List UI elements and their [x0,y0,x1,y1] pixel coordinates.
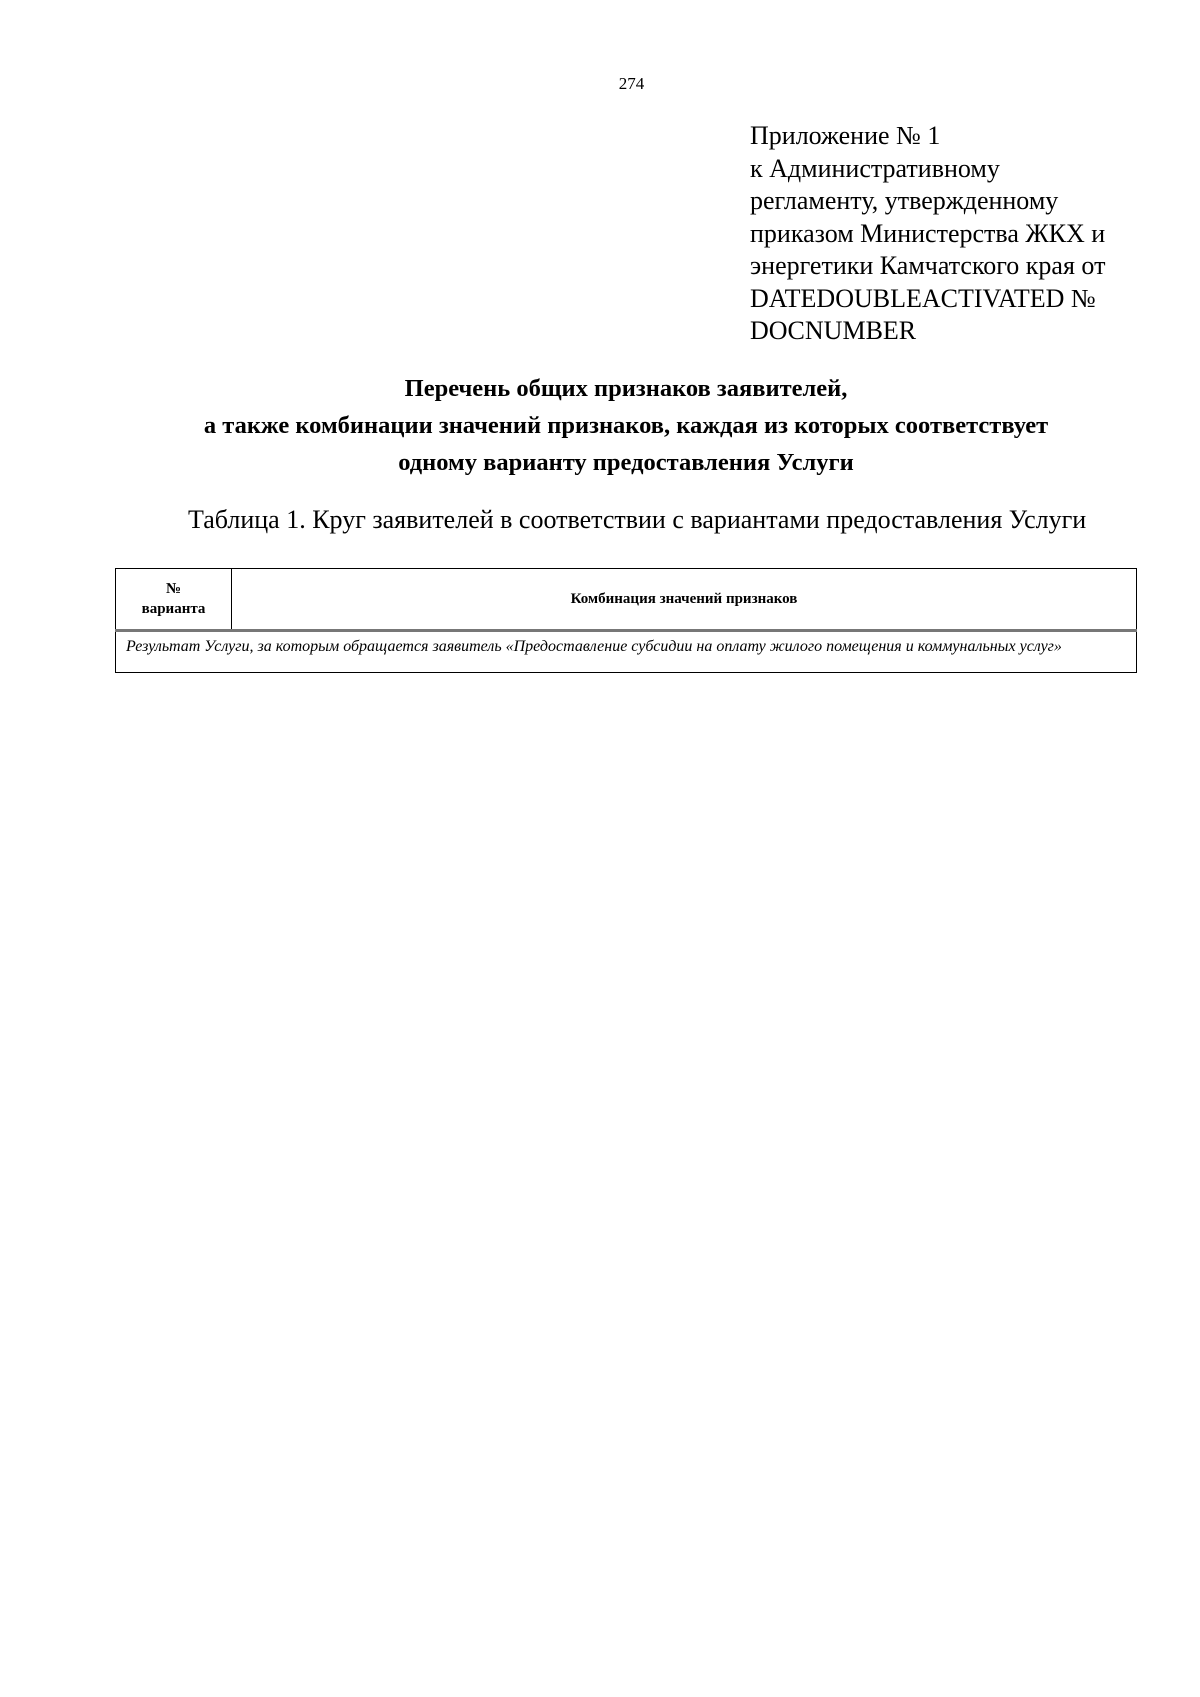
appendix-note [750,120,1105,348]
appendix-line: Приложение № 1 [750,121,941,150]
header-num-symbol: № [165,581,182,597]
appendix-line: энергетики Камчатского края от [750,251,1106,280]
appendix-line: DATEDOUBLEACTIVATED № [750,283,1096,313]
title-line: а также комбинации значений признаков, каждая из которых соответствует [203,412,1049,439]
appendix-line: к Административному [750,153,1000,183]
appendix-line: приказом Министерства ЖКХ и [750,218,1106,248]
page-number: 274 [618,74,645,93]
section-row-result: Результат Услуги, за которым обращается заявитель «Предоставление субсидии на оплату жилого помещения и коммунальных услуг» [116,631,1137,673]
table-row [116,631,1137,673]
appendix-line: DOCNUMBER [750,316,917,345]
title-line: одному варианту предоставления Услуги [398,449,854,476]
appendix-line: регламенту, утвержденному [750,186,1059,215]
header-combination: Комбинация значений признаков [232,569,1137,631]
header-variant-number [116,569,232,631]
document-title [115,370,1137,481]
table-header-row [116,569,1137,631]
table-caption: Таблица 1. Круг заявителей в соответствии с вариантами предоставления Услуги [188,505,1087,534]
applicants-table [115,568,1137,673]
title-line: Перечень общих признаков заявителей, [404,375,848,402]
header-num-label: варианта [141,601,206,617]
